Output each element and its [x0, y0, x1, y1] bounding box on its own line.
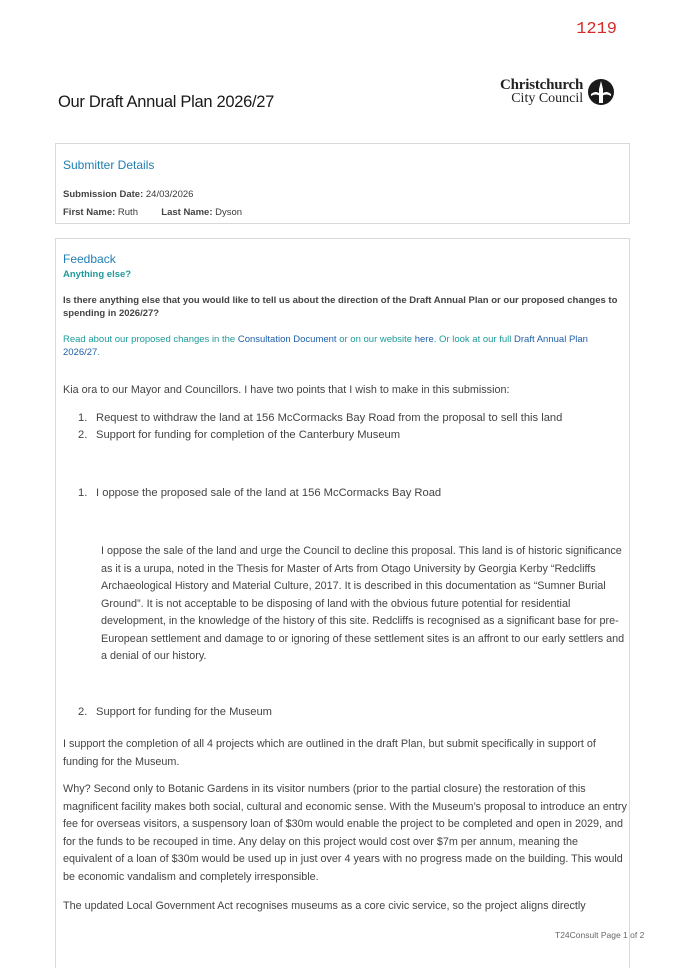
submission-date-label: Submission Date:	[63, 189, 144, 200]
list-text: Support for funding for the Museum	[96, 706, 272, 718]
submission-date-line	[63, 189, 193, 200]
list-text: Support for funding for completion of the Canterbury Museum	[96, 429, 401, 441]
summary-point-list	[78, 410, 562, 444]
first-name-label: First Name:	[63, 207, 116, 218]
read-about-text	[63, 333, 618, 359]
website-link[interactable]: here	[414, 334, 434, 345]
anything-else-heading: Anything else?	[63, 269, 132, 280]
submitter-details-box	[55, 143, 630, 224]
list-item	[78, 427, 562, 444]
feedback-title: Feedback	[63, 252, 116, 266]
read-about-part: or on our website	[336, 334, 415, 345]
updated-act-paragraph: The updated Local Government Act recognises museums as a core civic service, so the project aligns directly	[63, 900, 586, 912]
point2-paragraph: I support the completion of all 4 projects which are outlined in the draft Plan, but submit specifically in support of funding for the Museum.	[63, 738, 596, 768]
draft-annual-plan-link[interactable]: Draft Annual Plan 2026/27	[63, 334, 588, 358]
point1-heading	[78, 485, 441, 502]
list-number: 2.	[78, 706, 88, 718]
submission-date-value: 24/03/2026	[145, 189, 194, 200]
list-number: 1.	[78, 412, 88, 424]
point1-paragraph: I oppose the sale of the land and urge the Council to decline this proposal. This land is of historic significance as it is a urupa, noted in the Thesis for Master of Arts from Otago University by Georgia Kerby “Redcliffs Archaeological History and Material Culture, 2017. It is described in this documentation as “Sumner Burial Ground”. It is not acceptable to be disposing of land with the obvious future potential for residential development, in the knowledge of the history of this site. Redcliffs is recognised as a significant base for pre-European settlement and damage to or ignoring of these settlement sites is an affront to our early settlers and a denial of our history.	[101, 545, 625, 662]
logo-line1: Christchurch	[500, 77, 584, 93]
list-text: Request to withdraw the land at 156 McCormacks Bay Road from the proposal to sell this land	[96, 412, 563, 424]
christchurch-city-council-logo	[500, 77, 628, 107]
list-item	[78, 410, 562, 427]
last-name-label: Last Name:	[161, 207, 213, 218]
point2-heading	[78, 704, 272, 721]
question-text: Is there anything else that you would like to tell us about the direction of the Draft Annual Plan or our proposed changes to spending in 2026/27?	[63, 295, 618, 319]
first-name-value: Ruth	[117, 207, 138, 218]
read-about-part: .	[97, 347, 100, 358]
read-about-part: . Or look at our full	[433, 334, 515, 345]
name-line	[63, 207, 242, 218]
list-number: 2.	[78, 429, 88, 441]
list-item	[78, 704, 272, 721]
list-item	[78, 485, 441, 502]
list-number: 1.	[78, 487, 88, 499]
why-paragraph: Why? Second only to Botanic Gardens in its visitor numbers (prior to the partial closure) the restoration of this magnificent facility makes both social, cultural and economic sense. With the Museum’s proposal to introduce an entry fee for overseas visitors, a suspensory loan of $30m would enable the project to be completed and open in 2029, and for the funds to be recouped in time. Any delay on this project would cost over $7m per annum, meaning the equivalent of a loan of $30m would be used up in just over 4 years with no progress made on the building. This would be economic vandalism and completely irresponsible.	[63, 783, 627, 883]
logo-line2: City Council	[511, 91, 584, 106]
submitter-details-title: Submitter Details	[63, 158, 155, 172]
last-name-value: Dyson	[215, 207, 243, 218]
read-about-part: Read about our proposed changes in the	[63, 334, 238, 345]
list-text: I oppose the proposed sale of the land at 156 McCormacks Bay Road	[96, 487, 442, 499]
logo-text	[500, 78, 583, 106]
document-title: Our Draft Annual Plan 2026/27	[58, 93, 275, 111]
consultation-document-link[interactable]: Consultation Document	[237, 334, 337, 345]
page-number: 1219	[576, 20, 617, 39]
page-footer: T24Consult Page 1 of 2	[555, 930, 645, 940]
feedback-box	[55, 238, 630, 968]
intro-paragraph: Kia ora to our Mayor and Councillors. I have two points that I wish to make in this submission:	[63, 384, 510, 396]
cathedral-icon	[587, 78, 615, 106]
